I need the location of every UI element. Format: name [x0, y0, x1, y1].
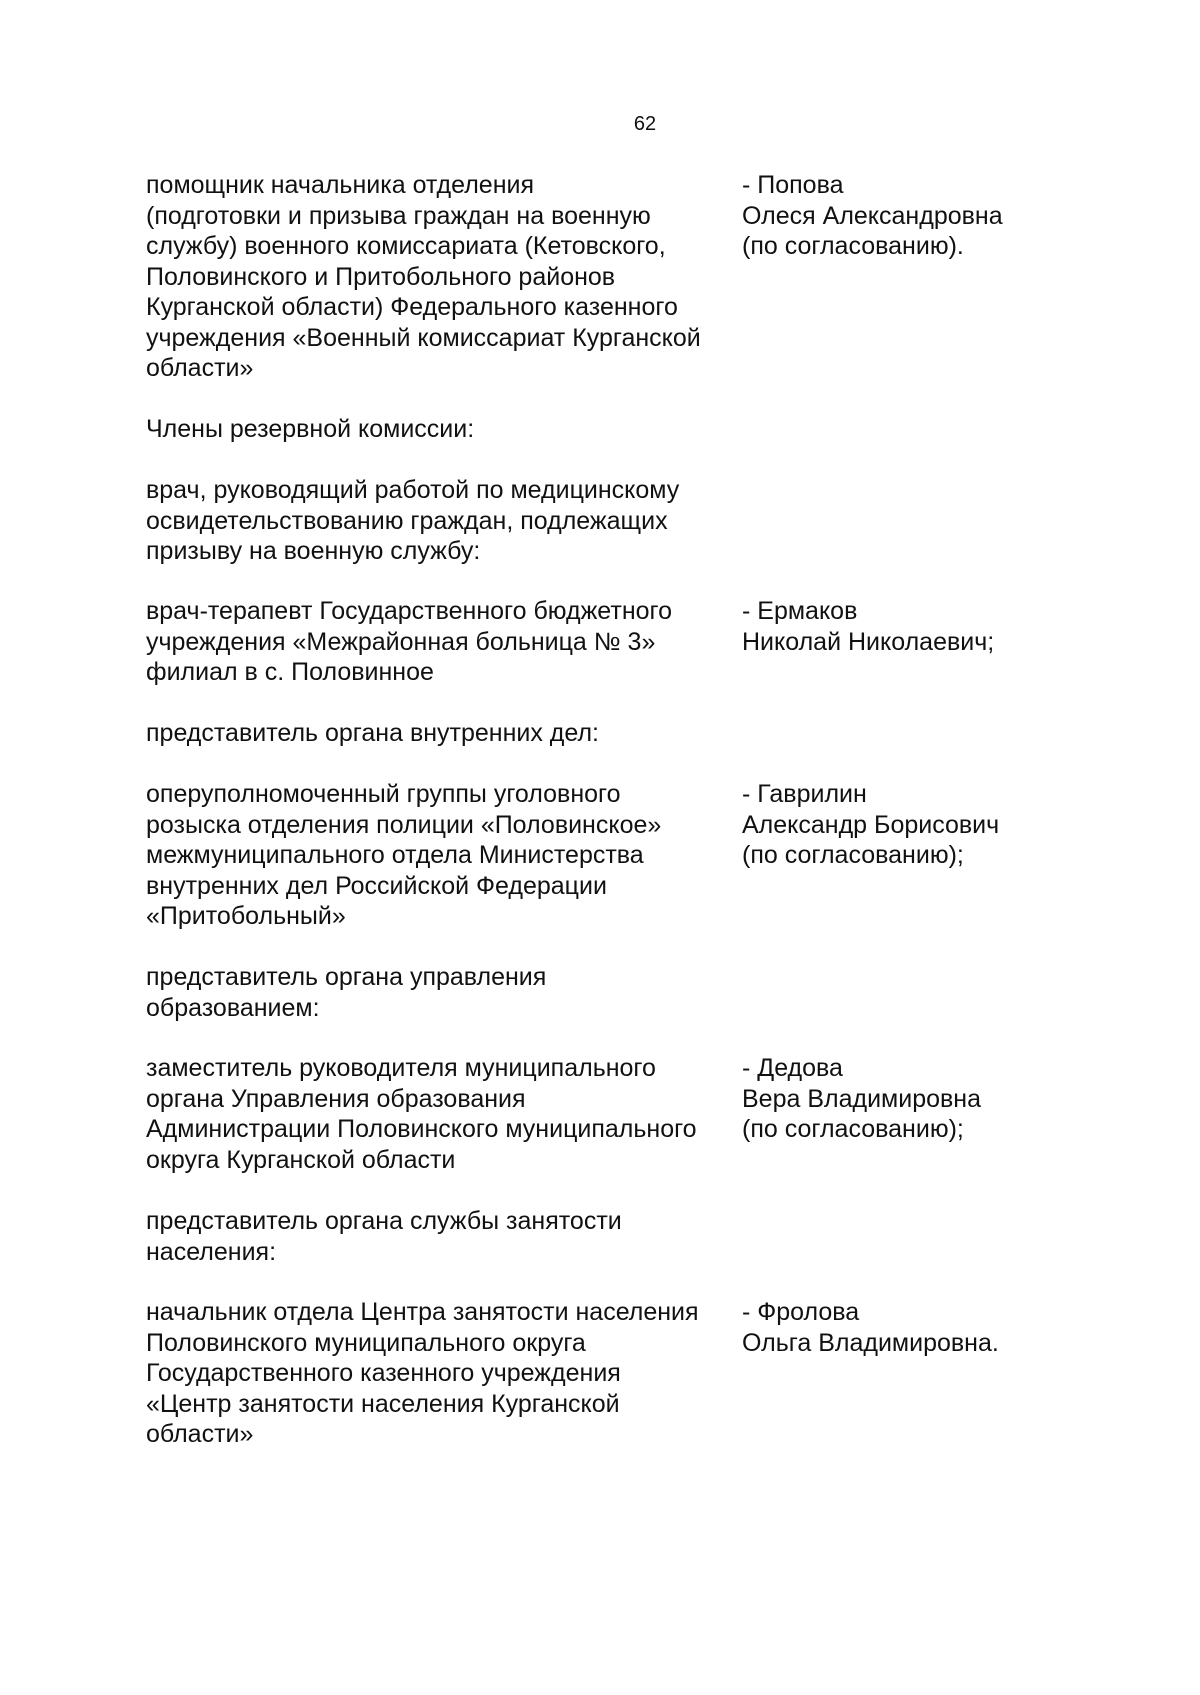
- member-position: помощник начальника отделения (подготовки и призыва граждан на военную службу) военного комиссариата (Кетовского, Половинского и Притобольного районов Курганской области) Федерального казенного учреждения «Военный комиссариат Курганской области»: [146, 171, 701, 382]
- member-position: заместитель руководителя муниципального органа Управления образования Администрации Половинского муниципального округа Курганской области: [146, 1054, 697, 1174]
- member-position: врач-терапевт Государственного бюджетного учреждения «Межрайонная больница № 3» филиал в с. Половинное: [146, 597, 673, 686]
- member-position: оперуполномоченный группы уголовного розыска отделения полиции «Половинское» межмуниципального отдела Министерства внутренних дел Российской Федерации «Притобольный»: [146, 780, 662, 930]
- member-name: - Попова Олеся Александровна (по согласованию).: [742, 171, 1003, 260]
- member-name: - Дедова Вера Владимировна (по согласованию);: [742, 1054, 982, 1143]
- police-section-heading: представитель органа внутренних дел:: [146, 719, 600, 747]
- doctor-section-heading: врач, руководящий работой по медицинскому освидетельствованию граждан, подлежащих призыву на военную службу:: [146, 476, 680, 565]
- member-name: - Фролова Ольга Владимировна.: [742, 1298, 999, 1357]
- employment-section-heading: представитель органа службы занятости населения:: [146, 1207, 622, 1266]
- member-name: - Гаврилин Александр Борисович (по согласованию);: [742, 780, 1000, 869]
- page-number: 62: [633, 113, 657, 135]
- education-section-heading: представитель органа управления образованием:: [146, 963, 547, 1022]
- reserve-commission-heading: Члены резервной комиссии:: [146, 415, 475, 443]
- member-name: - Ермаков Николай Николаевич;: [742, 597, 995, 656]
- member-position: начальник отдела Центра занятости населения Половинского муниципального округа Государственного казенного учреждения «Центр занятости населения Курганской области»: [146, 1298, 699, 1448]
